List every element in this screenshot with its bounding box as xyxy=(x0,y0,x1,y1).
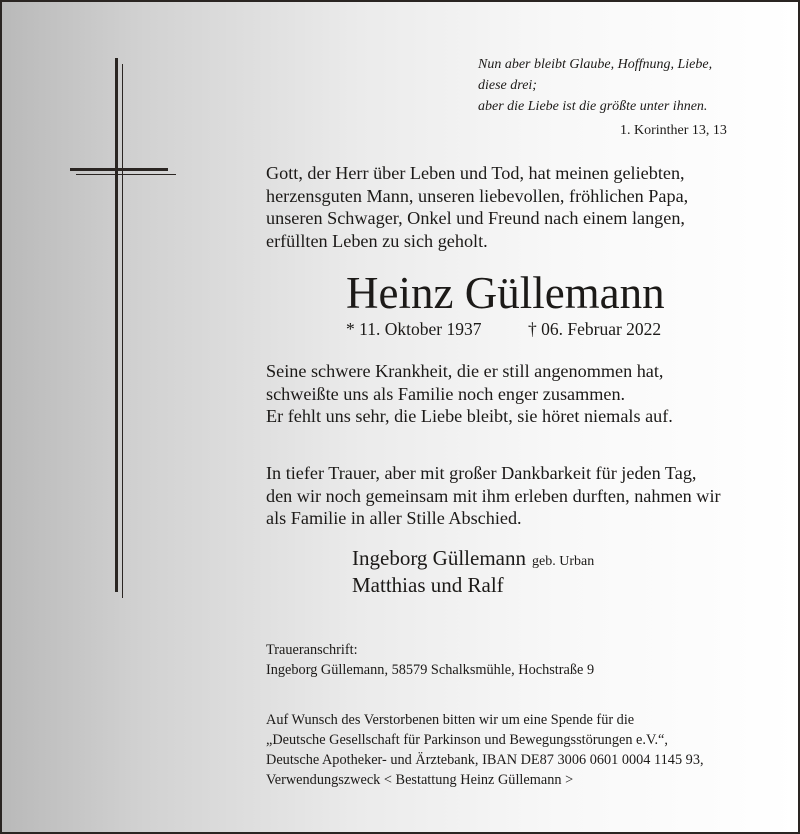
maiden-name-note: geb. Urban xyxy=(532,554,595,569)
cross-vertical-bar xyxy=(115,58,118,592)
cross-vertical-shadow xyxy=(122,64,123,598)
death-date: † 06. Februar 2022 xyxy=(528,319,662,339)
intro-line: erfüllten Leben zu sich geholt. xyxy=(266,230,488,251)
bible-verse xyxy=(478,54,712,117)
birth-date: * 11. Oktober 1937 xyxy=(346,319,482,339)
cross-horizontal-bar xyxy=(70,168,168,171)
deceased-name: Heinz Güllemann xyxy=(346,268,665,318)
mourning-line: als Familie in aller Stille Abschied. xyxy=(266,508,522,528)
address-value: Ingeborg Güllemann, 58579 Schalksmühle, Hochstraße 9 xyxy=(266,662,595,678)
intro-line: Gott, der Herr über Leben und Tod, hat meinen geliebten, xyxy=(266,163,685,183)
remembrance-line: Seine schwere Krankheit, die er still angenommen hat, xyxy=(266,361,664,381)
remembrance-text xyxy=(266,360,673,428)
mourning-text xyxy=(266,462,721,530)
intro-text xyxy=(266,162,688,252)
address-label: Traueranschrift: xyxy=(266,642,358,658)
remembrance-line: Er fehlt uns sehr, die Liebe bleibt, sie höret niemals auf. xyxy=(266,406,673,426)
signature-name: Ingeborg Güllemann xyxy=(352,546,526,570)
verse-reference: 1. Korinther 13, 13 xyxy=(620,123,727,138)
donation-line: „Deutsche Gesellschaft für Parkinson und Bewegungsstörungen e.V.“, xyxy=(266,732,668,748)
cross-horizontal-shadow xyxy=(76,174,176,175)
signature-widow xyxy=(352,545,594,575)
donation-notice xyxy=(266,710,704,790)
verse-line: diese drei; xyxy=(478,78,537,93)
remembrance-line: schweißte uns als Familie noch enger zusammen. xyxy=(266,383,626,404)
verse-line: Nun aber bleibt Glaube, Hoffnung, Liebe, xyxy=(478,57,713,72)
intro-line: unseren Schwager, Onkel und Freund nach einem langen, xyxy=(266,208,685,228)
intro-line: herzensguten Mann, unseren liebevollen, fröhlichen Papa, xyxy=(266,185,689,206)
mourning-line: In tiefer Trauer, aber mit großer Dankbarkeit für jeden Tag, xyxy=(266,463,697,483)
verse-line: aber die Liebe ist die größte unter ihnen. xyxy=(478,99,708,114)
donation-line: Auf Wunsch des Verstorbenen bitten wir um eine Spende für die xyxy=(266,712,635,728)
donation-line: Verwendungszweck < Bestattung Heinz Güllemann > xyxy=(266,772,574,788)
mourning-line: den wir noch gemeinsam mit ihm erleben durften, nahmen wir xyxy=(266,485,721,506)
signature-sons: Matthias und Ralf xyxy=(352,573,504,597)
donation-line: Deutsche Apotheker- und Ärztebank, IBAN DE87 3006 0601 0004 1145 93, xyxy=(266,752,704,768)
mourning-address xyxy=(266,640,594,680)
